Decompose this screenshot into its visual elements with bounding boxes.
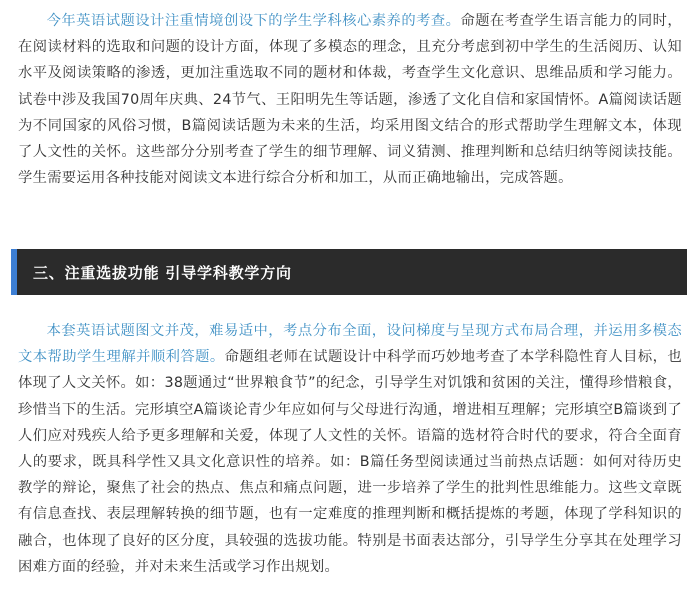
paragraph-core-literacy xyxy=(18,8,682,191)
section-header xyxy=(11,249,687,295)
paragraph-selection-function xyxy=(18,318,682,580)
section-title: 三、注重选拔功能 引导学科教学方向 xyxy=(33,263,292,282)
paragraph-body: 命题组老师在试题设计中科学而巧妙地考查了本学科隐性育人目标，也体现了人文关怀。如：38题通过“世界粮食节”的纪念，引导学生对饥饿和贫困的关注，懂得珍惜粮食，珍惜当下的生活。完形填空A篇谈论青少年应如何与父母进行沟通，增进相互理解；完形填空B篇谈到了人们应对残疾人给予更多理解和关爱，体现了人文性的关怀。语篇的选材符合时代的要求，符合全面育人的要求，既具科学性又具文化意识性的培养。如：B篇任务型阅读通过当前热点话题：如何对待历史教学的辩论，聚焦了社会的热点、焦点和痛点问题，进一步培养了学生的批判性思维能力。这些文章既有信息查找、表层理解转换的细节题，也有一定难度的推理判断和概括提炼的考题，体现了学科知识的融合，也体现了良好的区分度，具较强的选拔功能。特别是书面表达部分，引导学生分享其在处理学习困难方面的经验，并对未来生活或学习作出规划。 xyxy=(18,349,683,575)
paragraph-highlight: 今年英语试题设计注重情境创设下的学生学科核心素养的考查。 xyxy=(46,13,461,29)
paragraph-highlight: 本套英语试题图文并茂，难易适中，考点分布全面，设问梯度与呈现方式布局合理，并运用多模态文本帮助学生理解并顺利答题。 xyxy=(18,323,682,366)
paragraph-body: 命题在考查学生语言能力的同时，在阅读材料的选取和问题的设计方面，体现了多模态的理念，且充分考虑到初中学生的生活阅历、认知水平及阅读策略的渗透，更加注重选取不同的题材和体裁，考查学生文化意识、思维品质和学习能力。试卷中涉及我国70周年庆典、24节气、王阳明先生等话题，渗透了文化自信和家国情怀。A篇阅读话题为不同国家的风俗习惯，B篇阅读话题为未来的生活，均采用图文结合的形式帮助学生理解文本，体现了人文性的关怀。这些部分分别考查了学生的细节理解、词义猜测、推理判断和总结归纳等阅读技能。学生需要运用各种技能对阅读文本进行综合分析和加工，从而正确地输出，完成答题。 xyxy=(18,13,682,187)
